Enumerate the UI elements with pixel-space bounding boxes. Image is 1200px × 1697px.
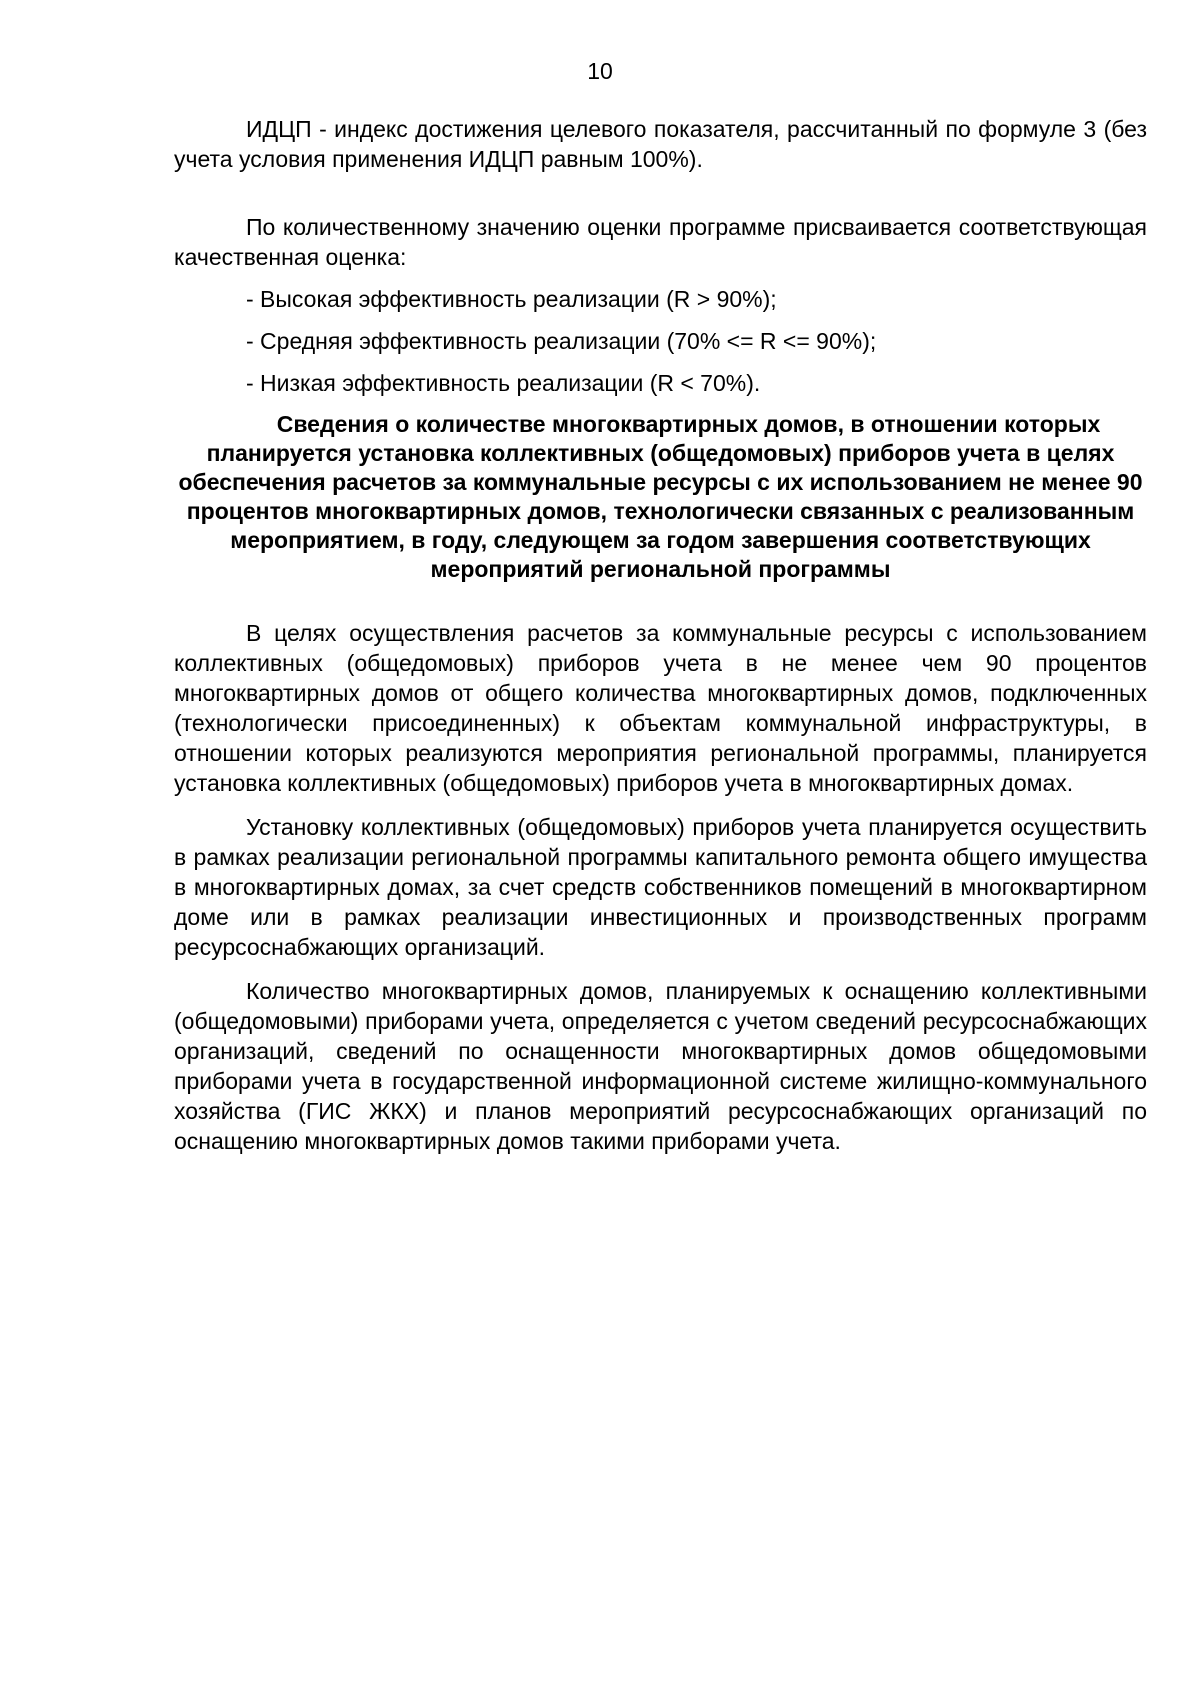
paragraph-metering-installation: Установку коллективных (общедомовых) приборов учета планируется осуществить в рамках реализации региональной программы капитального ремонта общего имущества в многоквартирных домах, за счет средств собственников помещений в многоквартирном доме или в рамках реализации инвестиционных и производственных программ ресурсоснабжающих организаций. [174,814,1147,960]
page-number: 10 [587,58,613,84]
paragraph-rating-intro: По количественному значению оценки программе присваивается соответствующая качественная оценка: [174,214,1147,270]
rating-list [174,284,1147,398]
rating-item-low: - Низкая эффективность реализации (R < 70%). [246,370,761,396]
paragraph-idcp-definition: ИДЦП - индекс достижения целевого показателя, рассчитанный по формуле 3 (без учета условия применения ИДЦП равным 100%). [174,116,1147,172]
rating-item-medium: - Средняя эффективность реализации (70% <= R <= 90%); [246,328,877,354]
paragraph-metering-purpose: В целях осуществления расчетов за коммунальные ресурсы с использованием коллективных (общедомовых) приборов учета в не менее чем 90 процентов многоквартирных домов от общего количества многоквартирных домов, подключенных (технологически присоединенных) к объектам коммунальной инфраструктуры, в отношении которых реализуются мероприятия региональной программы, планируется установка коллективных (общедомовых) приборов учета в многоквартирных домах. [174,620,1147,796]
page-content [174,114,1147,1156]
section-heading: Сведения о количестве многоквартирных домов, в отношении которых планируется установка коллективных (общедомовых) приборов учета в целях обеспечения расчетов за коммунальные ресурсы с их использованием не менее 90 процентов многоквартирных домов, технологически связанных с реализованным мероприятием, в году, следующем за годом завершения соответствующих мероприятий региональной программы [178,411,1143,582]
rating-item-high: - Высокая эффективность реализации (R > 90%); [246,286,777,312]
paragraph-metering-count: Количество многоквартирных домов, планируемых к оснащению коллективными (общедомовыми) приборами учета, определяется с учетом сведений ресурсоснабжающих организаций, сведений по оснащенности многоквартирных домов общедомовыми приборами учета в государственной информационной системе жилищно-коммунального хозяйства (ГИС ЖКХ) и планов мероприятий ресурсоснабжающих организаций по оснащению многоквартирных домов такими приборами учета. [174,978,1147,1154]
